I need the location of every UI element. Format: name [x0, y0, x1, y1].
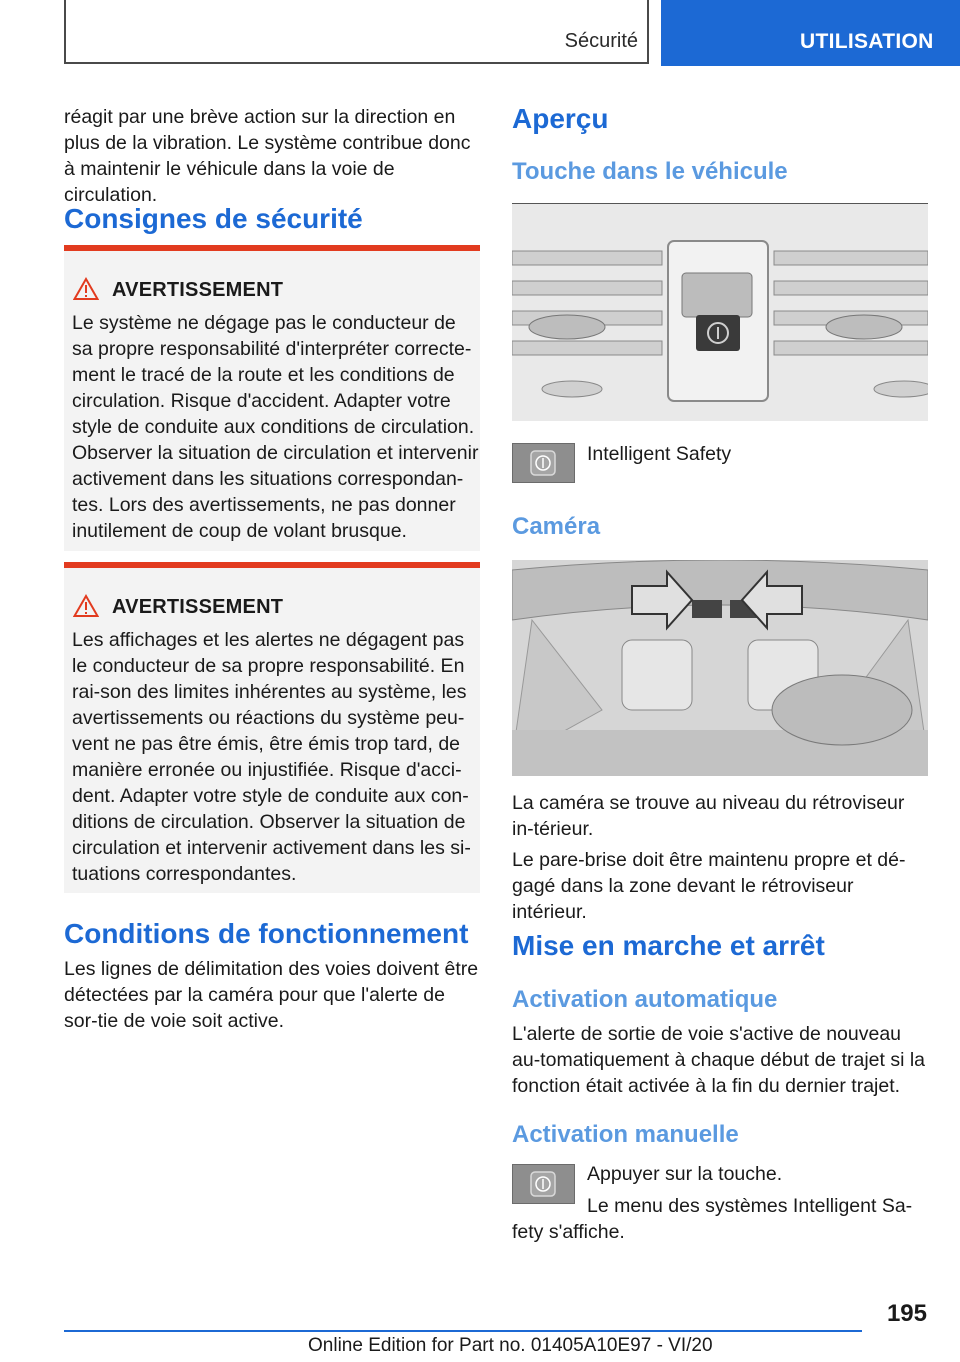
intelligent-safety-button-icon — [512, 443, 575, 483]
warning-triangle-icon — [73, 277, 99, 301]
button-heading: Touche dans le véhicule — [512, 158, 788, 185]
header-frame — [64, 0, 649, 64]
warning-title: AVERTISSEMENT — [112, 596, 284, 618]
footer-edition: Online Edition for Part no. 01405A10E97 - VI/20 — [308, 1335, 713, 1356]
manual-paragraph-2a: Le menu des systèmes Intelligent Sa- — [587, 1195, 913, 1217]
auto-heading: Activation automatique — [512, 986, 778, 1013]
warning-text: Les affichages et les alertes ne dégagent pas le conducteur de sa propre responsabilité. En rai-son des limites inhérentes au système, les avertissements ou réactions du système peu-vent ne pas être émis, être émis trop tard, de manière erronée ou injustifiée. Risque d'acci-dent. Adapter votre style de conduite aux con-ditions de circulation. Observer la situation de circulation et intervenir activement dans les si-tuations correspondantes. — [72, 629, 471, 885]
warning-box-2 — [64, 562, 480, 893]
auto-paragraph: L'alerte de sortie de voie s'active de nouveau au-tomatiquement à chaque début de trajet si la fonction était activée à la fin du dernier trajet. — [512, 1023, 926, 1097]
warning-triangle-icon — [73, 594, 99, 618]
intro-paragraph: réagit par une brève action sur la direction en plus de la vibration. Le système contribue donc à maintenir le véhicule dans la voie de circulation. — [64, 106, 471, 206]
camera-paragraph-2: Le pare-brise doit être maintenu propre et dé-gagé dans la zone devant le rétroviseur intérieur. — [512, 849, 906, 923]
camera-paragraph-1: La caméra se trouve au niveau du rétroviseur in-térieur. — [512, 792, 905, 840]
header-section-title: Sécurité — [564, 30, 638, 52]
button-caption: Intelligent Safety — [587, 443, 732, 465]
intelligent-safety-button-icon — [512, 1164, 575, 1204]
manual-heading: Activation manuelle — [512, 1121, 739, 1148]
conditions-paragraph: Les lignes de délimitation des voies doivent être détectées par la caméra pour que l'alerte de sor-tie de voie soit active. — [64, 958, 479, 1032]
manual-paragraph-2b: fety s'affiche. — [512, 1221, 625, 1243]
warning-box-1 — [64, 245, 480, 551]
header-tab-utilisation[interactable]: UTILISATION — [800, 30, 934, 53]
page-number: 195 — [886, 1300, 927, 1327]
footer-divider — [64, 1330, 862, 1332]
warning-text: Le système ne dégage pas le conducteur de sa propre responsabilité d'interpréter correcte-ment le tracé de la route et les conditions de circulation. Risque d'accident. Adapter votre style de conduite aux conditions de circulation. Observer la situation de circulation et intervenir activement dans les situations correspondan-tes. Lors des avertissements, ne pas donner inutilement de coup de volant brusque. — [72, 312, 479, 542]
overview-heading: Aperçu — [512, 103, 609, 134]
safety-heading: Consignes de sécurité — [64, 203, 363, 234]
conditions-heading: Conditions de fonctionnement — [64, 918, 469, 949]
camera-heading: Caméra — [512, 513, 601, 540]
vehicle-button-photo — [512, 203, 928, 421]
onoff-heading: Mise en marche et arrêt — [512, 930, 825, 961]
warning-title: AVERTISSEMENT — [112, 279, 284, 301]
manual-paragraph-1: Appuyer sur la touche. — [587, 1163, 783, 1185]
camera-photo — [512, 560, 928, 776]
